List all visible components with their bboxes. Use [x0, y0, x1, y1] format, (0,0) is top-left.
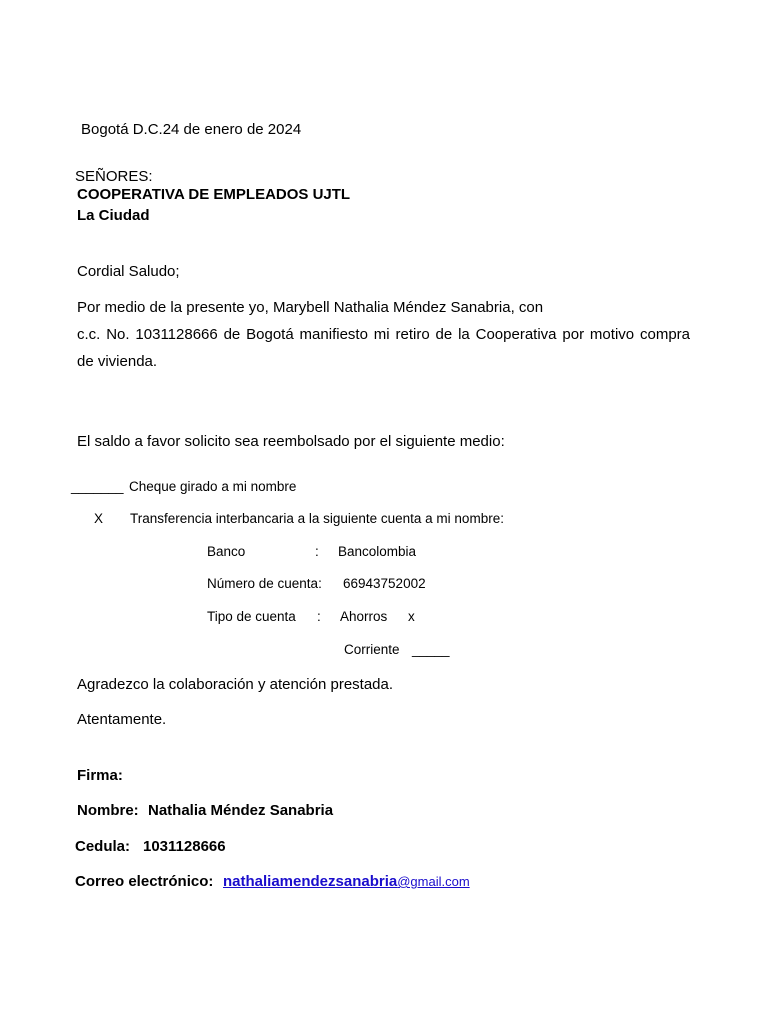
savings-label: Ahorros: [340, 609, 388, 624]
email-link[interactable]: [223, 873, 470, 891]
id-value: 1031128666: [143, 838, 226, 855]
email-label: Correo electrónico:: [75, 873, 214, 890]
body-line-2: c.c. No. 1031128666 de Bogotá manifiesto mi retiro de la Cooperativa por motivo compra: [77, 326, 690, 343]
body-line-1: Por medio de la presente yo, Marybell Nathalia Méndez Sanabria, con: [77, 299, 544, 316]
refund-request: El saldo a favor solicito sea reembolsado por el siguiente medio:: [77, 433, 505, 450]
id-label: Cedula:: [75, 838, 131, 855]
name-value: Nathalia Méndez Sanabria: [148, 802, 334, 819]
cheque-label: Cheque girado a mi nombre: [129, 479, 297, 494]
bank-separator: :: [315, 544, 319, 559]
thanks-line: Agradezco la colaboración y atención prestada.: [77, 676, 394, 693]
savings-mark: x: [408, 609, 415, 624]
account-number-label: Número de cuenta:: [207, 576, 322, 591]
account-number-value: 66943752002: [343, 576, 426, 591]
name-label: Nombre:: [77, 802, 139, 819]
checking-mark: _____: [412, 642, 450, 657]
transfer-label: Transferencia interbancaria a la siguiente cuenta a mi nombre:: [130, 511, 504, 526]
checking-label: Corriente: [344, 642, 400, 657]
email-user[interactable]: nathaliamendezsanabria: [223, 873, 398, 890]
account-type-label: Tipo de cuenta: [207, 609, 296, 624]
recipient-name: COOPERATIVA DE EMPLEADOS UJTL: [77, 186, 351, 203]
regards-line: Atentamente.: [77, 711, 167, 728]
signature-label: Firma:: [77, 767, 123, 784]
greeting: Cordial Saludo;: [77, 263, 180, 280]
letter-date: Bogotá D.C.24 de enero de 2024: [81, 121, 302, 138]
email-domain[interactable]: @gmail.com: [397, 874, 470, 889]
salutation-to: SEÑORES:: [75, 168, 153, 185]
recipient-city: La Ciudad: [77, 207, 150, 224]
cheque-mark: _______: [71, 479, 124, 494]
body-line-3: de vivienda.: [77, 353, 158, 370]
bank-value: Bancolombia: [338, 544, 417, 559]
bank-label: Banco: [207, 544, 246, 559]
transfer-mark: X: [94, 511, 104, 526]
account-type-separator: :: [317, 609, 321, 624]
